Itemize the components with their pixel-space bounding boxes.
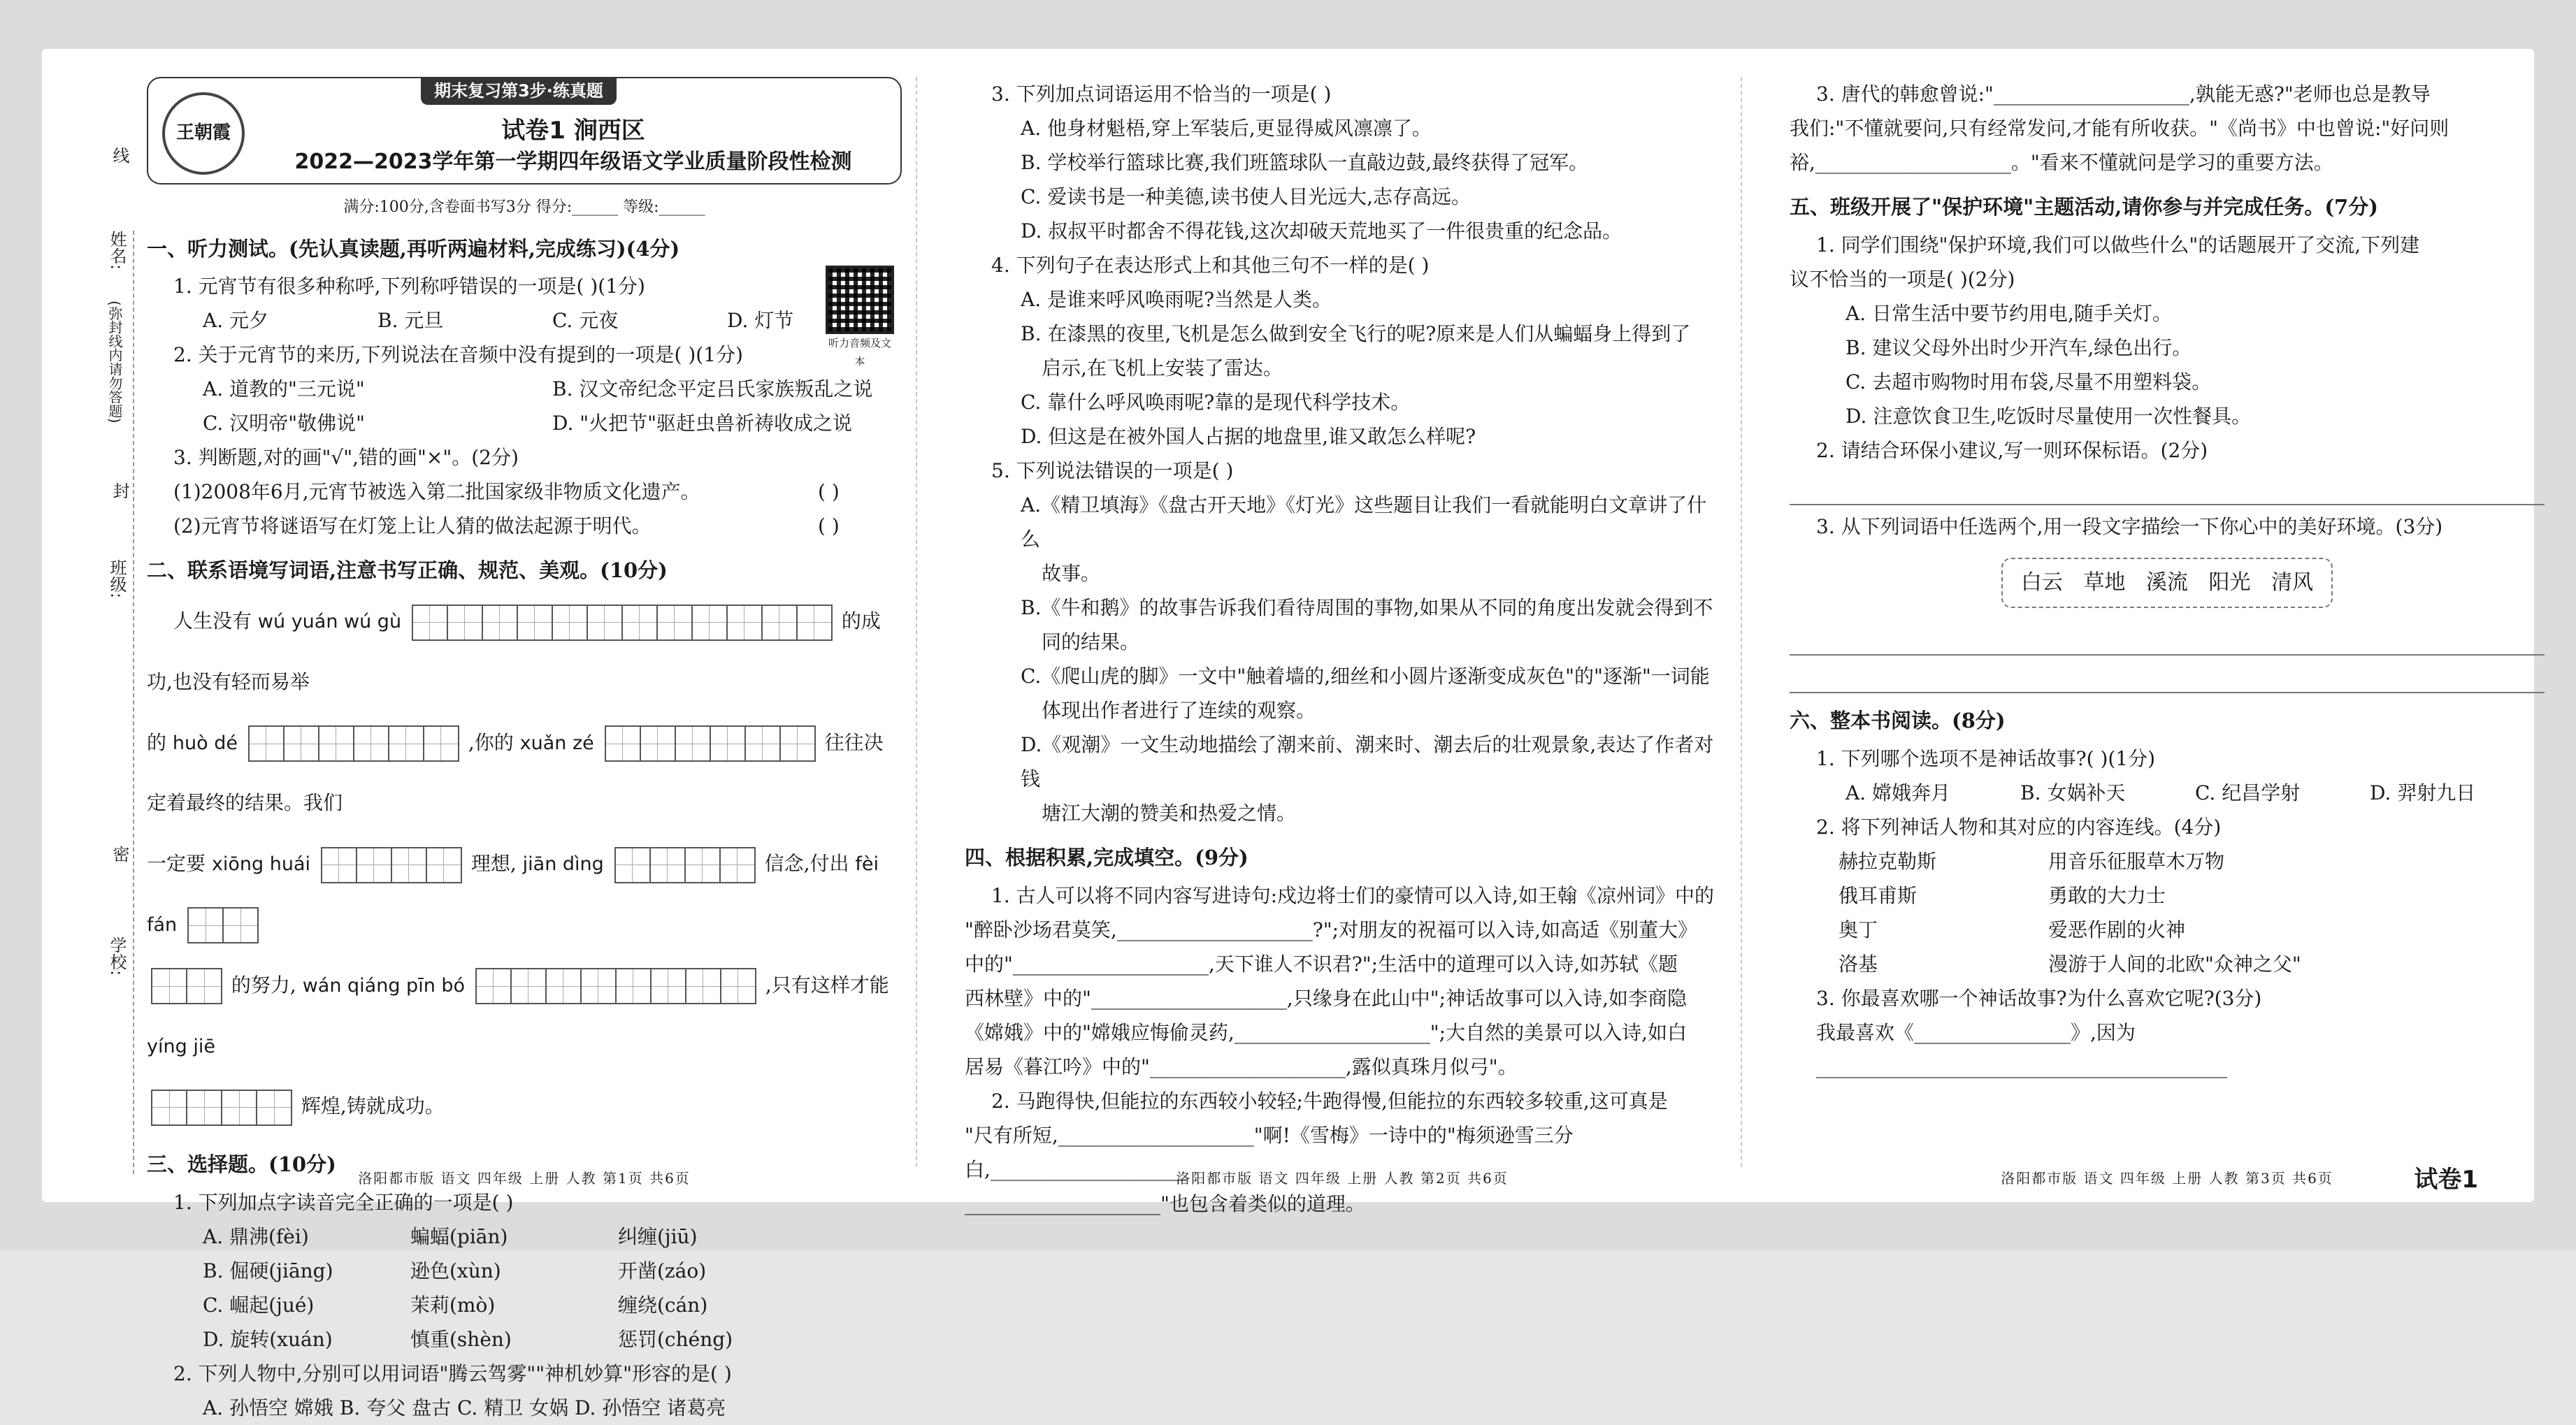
- exam-subtitle: 2022—2023学年第一学期四年级语文学业质量阶段性检测: [294, 150, 852, 174]
- s5-q1-cont: 议不恰当的一项是( )(2分): [1790, 267, 2015, 291]
- option[interactable]: A. 道教的"三元说": [203, 377, 365, 401]
- writing-grid[interactable]: [187, 907, 257, 943]
- option[interactable]: B. 倔硬(jiāng): [203, 1259, 333, 1282]
- text: 一定要: [147, 852, 206, 876]
- pinyin: xiōng huái: [211, 853, 311, 876]
- word-fill-paragraph: [147, 591, 902, 1137]
- option[interactable]: A.《精卫填海》《盘古开天地》《灯光》这些题目让我们一看就能明白文章讲了什么: [1021, 493, 1707, 551]
- option[interactable]: D. 羿射九日: [2370, 781, 2476, 804]
- column-3: [1790, 77, 2545, 1084]
- seal-mark-2: 封: [110, 482, 129, 499]
- s3-q5: 5. 下列说法错误的一项是( ): [991, 459, 1234, 482]
- section-1-title: 一、听力测试。(先认真读题,再听两遍材料,完成练习)(4分): [147, 236, 680, 261]
- pinyin: wán qiáng pīn bó: [302, 974, 466, 997]
- fill-line[interactable]: 中的"____________________,天下谁人不识君?";生活中的道理可以入诗,如苏轼《题: [965, 952, 1678, 976]
- brand-logo: 王朝霞: [162, 92, 245, 175]
- text: 的努力,: [231, 973, 296, 997]
- s6-q1-options: [1845, 776, 2545, 810]
- exam-title: 试卷1 涧西区: [501, 117, 645, 145]
- option-word: 惩罚(chéng): [618, 1327, 733, 1351]
- text: 人生没有: [173, 609, 252, 632]
- text: ,只有这样才能: [765, 973, 889, 997]
- option-word: 纠缠(jiū): [618, 1224, 698, 1248]
- pinyin: fèi fán: [147, 853, 879, 936]
- match-left[interactable]: 奥丁: [1839, 918, 1878, 941]
- match-right[interactable]: 用音乐征服草木万物: [2048, 850, 2225, 873]
- option[interactable]: C. 元夜: [552, 309, 619, 333]
- option[interactable]: A. 元夕: [203, 309, 269, 333]
- s3-q2-options[interactable]: A. 孙悟空 嫦娥 B. 夸父 盘古 C. 精卫 女娲 D. 孙悟空 诸葛亮: [203, 1396, 726, 1419]
- s3-q2: 2. 下列人物中,分别可以用词语"腾云驾雾""神机妙算"形容的是( ): [173, 1361, 732, 1385]
- s6-q2: 2. 将下列神话人物和其对应的内容连线。(4分): [1816, 816, 2222, 839]
- page-footer-2: 洛阳都市版 语文 四年级 上册 人教 第2页 共6页: [1176, 1170, 1509, 1187]
- answer-paren[interactable]: ( ): [818, 514, 840, 538]
- text: 信念,付出: [764, 852, 849, 876]
- match-right[interactable]: 漫游于人间的北欧"众神之父": [2048, 953, 2301, 976]
- section-6-title: 六、整本书阅读。(8分): [1790, 709, 2006, 733]
- exam-banner: [147, 77, 902, 185]
- class-label: 班级:: [107, 559, 127, 599]
- option-word: 慎重(shèn): [410, 1327, 512, 1351]
- option[interactable]: D. 旋转(xuán): [203, 1327, 333, 1351]
- pinyin: xuǎn zé: [519, 732, 594, 754]
- column-divider: [1741, 77, 1742, 1167]
- fill-line[interactable]: 裕,____________________。"看来不懂就问是学习的重要方法。: [1790, 151, 2333, 174]
- s5-q2: 2. 请结合环保小建议,写一则环保标语。(2分): [1816, 438, 2208, 462]
- s6-q3-answer[interactable]: 我最喜欢《________________》,因为__________________________________________: [1816, 1021, 2227, 1078]
- option-row: [203, 1288, 832, 1322]
- pinyin: huò dé: [172, 732, 238, 754]
- option[interactable]: D. 灯节: [727, 309, 794, 333]
- s1-q1: 1. 元宵节有很多种称呼,下列称呼错误的一项是( )(1分): [173, 275, 645, 298]
- option-cont: 启示,在飞机上安装了雷达。: [1042, 356, 1283, 379]
- match-left[interactable]: 俄耳甫斯: [1839, 884, 1917, 907]
- text: 辉煌,铸就成功。: [301, 1094, 445, 1118]
- option-word: 茉莉(mò): [410, 1293, 496, 1317]
- text: 理想,: [470, 852, 517, 876]
- match-right[interactable]: 勇敢的大力士: [2048, 884, 2166, 907]
- fill-line[interactable]: 《嫦娥》中的"嫦娥应悔偷灵药,____________________";大自然的美景可以入诗,如白: [965, 1020, 1687, 1044]
- fill-line[interactable]: 3. 唐代的韩愈曾说:"____________________,孰能无惑?"老师也总是教导: [1816, 82, 2431, 106]
- option[interactable]: B. 汉文帝纪念平定吕氏家族叛乱之说: [552, 377, 873, 401]
- text: 的: [147, 730, 167, 754]
- option[interactable]: A. 嫦娥奔月: [1845, 781, 1951, 804]
- option[interactable]: A. 是谁来呼风唤雨呢?当然是人类。: [1021, 288, 1332, 311]
- match-pair[interactable]: [1839, 947, 2545, 981]
- seal-mark-3: 密: [110, 846, 129, 862]
- match-pair[interactable]: [1839, 844, 2545, 878]
- writing-grid[interactable]: [151, 1090, 291, 1126]
- s6-q3: 3. 你最喜欢哪一个神话故事?为什么喜欢它呢?(3分): [1816, 987, 2262, 1010]
- text: 的成功,也没有轻而易举: [147, 609, 881, 693]
- page-footer-1: 洛阳都市版 语文 四年级 上册 人教 第1页 共6页: [358, 1170, 691, 1187]
- writing-grid[interactable]: [475, 968, 755, 1004]
- answer-line[interactable]: [1790, 660, 2545, 693]
- column-1: [147, 77, 902, 1425]
- option-cont: 故事。: [1042, 562, 1101, 585]
- s3-q3: 3. 下列加点词语运用不恰当的一项是( ): [991, 82, 1332, 106]
- option[interactable]: C. 崛起(jué): [203, 1293, 315, 1317]
- school-label: 学校:: [107, 936, 127, 976]
- pinyin: wú yuán wú gù: [257, 611, 402, 632]
- option[interactable]: B.《牛和鹅》的故事告诉我们看待周围的事物,如果从不同的角度出发就会得到不: [1021, 596, 1713, 619]
- option[interactable]: B. 学校举行篮球比赛,我们班篮球队一直敲边鼓,最终获得了冠军。: [1021, 151, 1589, 174]
- judge-item: [173, 509, 902, 543]
- option[interactable]: C. 汉明帝"敬佛说": [203, 412, 365, 435]
- judge-item: [173, 475, 902, 509]
- seal-note: (弥封线内请勿答题): [106, 301, 123, 424]
- match-left[interactable]: 赫拉克勒斯: [1839, 850, 1937, 873]
- option[interactable]: A. 日常生活中要节约用电,随手关灯。: [1845, 301, 2172, 325]
- match-right[interactable]: 爱恶作剧的火神: [2048, 918, 2186, 941]
- fill-line[interactable]: 2. 马跑得快,但能拉的东西较小较轻;牛跑得慢,但能拉的东西较多较重,这可真是: [991, 1089, 1668, 1113]
- seal-mark-1: 线: [110, 147, 129, 164]
- writing-grid[interactable]: [412, 605, 831, 641]
- pinyin: jiān dìng: [522, 853, 604, 876]
- paper-number: 试卷1: [2414, 1166, 2478, 1194]
- fill-line[interactable]: 1. 古人可以将不同内容写进诗句:戍边将士们的豪情可以入诗,如王翰《凉州词》中的: [991, 883, 1714, 907]
- s1-q2-options: [203, 372, 902, 406]
- writing-grid[interactable]: [151, 968, 221, 1004]
- option-cont: 同的结果。: [1042, 630, 1140, 653]
- option[interactable]: B. 女娲补天: [2020, 781, 2126, 804]
- option[interactable]: D. 但这是在被外国人占据的地盘里,谁又敢怎么样呢?: [1021, 425, 1476, 448]
- fill-line[interactable]: "尺有所短,____________________"啊!《雪梅》一诗中的"梅须逊雪三分白,____________________: [965, 1123, 1574, 1181]
- qr-caption: 听力音频及文本: [828, 337, 891, 368]
- judge-text: (1)2008年6月,元宵节被选入第二批国家级非物质文化遗产。: [173, 480, 700, 504]
- option-word: 蝙蝠(piān): [410, 1224, 508, 1248]
- fill-line[interactable]: "醉卧沙场君莫笑,____________________?";对朋友的祝福可以入诗,如高适《别董大》: [965, 918, 1698, 941]
- text: 往往决定着最终的结果。我们: [147, 730, 884, 815]
- banner-tag: 期末复习第3步·练真题: [421, 77, 617, 105]
- option-row: [203, 1220, 832, 1254]
- binding-margin: [105, 147, 134, 1174]
- option[interactable]: C. 去超市购物时用布袋,尽量不用塑料袋。: [1845, 370, 2212, 393]
- word-choice-box: 白云 草地 溪流 阳光 清风: [2001, 558, 2333, 609]
- option[interactable]: D. "火把节"驱赶虫兽祈祷收成之说: [552, 412, 853, 435]
- option-cont: 塘江大潮的赞美和热爱之情。: [1042, 802, 1297, 825]
- section-5-title: 五、班级开展了"保护环境"主题活动,请你参与并完成任务。(7分): [1790, 195, 2378, 219]
- option-cont: 体现出作者进行了连续的观察。: [1042, 699, 1316, 722]
- option[interactable]: B. 在漆黑的夜里,飞机是怎么做到安全飞行的呢?原来是人们从蝙蝠身上得到了: [1021, 322, 1691, 345]
- writing-grid[interactable]: [605, 725, 814, 762]
- s1-q1-options: [203, 303, 902, 338]
- option[interactable]: A. 鼎沸(fèi): [203, 1224, 309, 1248]
- s1-q2: 2. 关于元宵节的来历,下列说法在音频中没有提到的一项是( )(1分): [173, 343, 743, 367]
- s6-q1: 1. 下列哪个选项不是神话故事?( )(1分): [1816, 747, 2156, 770]
- option-word: 缠绕(cán): [618, 1293, 708, 1317]
- option[interactable]: C. 爱读书是一种美德,读书使人目光远大,志存高远。: [1021, 185, 1472, 208]
- page-footer-3: 洛阳都市版 语文 四年级 上册 人教 第3页 共6页: [2001, 1170, 2333, 1187]
- pinyin: yíng jiē: [147, 1035, 215, 1057]
- option[interactable]: D. 叔叔平时都舍不得花钱,这次却破天荒地买了一件很贵重的纪念品。: [1021, 219, 1622, 243]
- option[interactable]: C. 纪昌学射: [2195, 781, 2301, 804]
- answer-line[interactable]: [1790, 472, 2545, 505]
- section-3-title: 三、选择题。(10分): [147, 1152, 336, 1177]
- name-label: 姓名:: [107, 231, 127, 270]
- option[interactable]: C.《爬山虎的脚》一文中"触着墙的,细丝和小圆片逐渐变成灰色"的"逐渐"一词能: [1021, 665, 1710, 688]
- match-left[interactable]: 洛基: [1839, 953, 1878, 976]
- writing-grid[interactable]: [321, 847, 461, 883]
- option[interactable]: D. 注意饮食卫生,吃饭时尽量使用一次性餐具。: [1845, 404, 2252, 428]
- s1-q3: 3. 判断题,对的画"√",错的画"×"。(2分): [173, 446, 519, 470]
- s3-q4: 4. 下列句子在表达形式上和其他三句不一样的是( ): [991, 254, 1430, 277]
- qr-icon: [826, 266, 894, 334]
- column-divider: [916, 77, 917, 1167]
- fill-line[interactable]: 西林壁》中的"____________________,只缘身在此山中";神话故事可以入诗,如李商隐: [965, 986, 1687, 1010]
- match-pair[interactable]: [1839, 913, 2545, 947]
- option[interactable]: B. 元旦: [377, 309, 444, 333]
- writing-grid[interactable]: [248, 725, 458, 762]
- exam-paper: [42, 49, 2534, 1419]
- section-2-title: 二、联系语境写词语,注意书写正确、规范、美观。(10分): [147, 558, 668, 583]
- section-4-title: 四、根据积累,完成填空。(9分): [965, 846, 1249, 869]
- fill-line: 我们:"不懂就要问,只有经常发问,才能有所收获。"《尚书》中也曾说:"好问则: [1790, 117, 2449, 140]
- answer-paren[interactable]: ( ): [818, 480, 840, 504]
- qr-code[interactable]: [825, 266, 895, 371]
- column-2: [965, 77, 1720, 1221]
- option[interactable]: C. 靠什么呼风唤雨呢?靠的是现代科学技术。: [1021, 391, 1411, 414]
- s1-q2-options: [203, 406, 902, 440]
- writing-grid[interactable]: [614, 847, 754, 883]
- s5-q1: 1. 同学们围绕"保护环境,我们可以做些什么"的话题展开了交流,下列建: [1816, 233, 2420, 256]
- option-row: [203, 1254, 832, 1288]
- fill-line[interactable]: ____________________"也包含着类似的道理。: [965, 1192, 1365, 1215]
- answer-line[interactable]: [1790, 622, 2545, 656]
- option[interactable]: B. 建议父母外出时少开汽车,绿色出行。: [1845, 335, 2192, 359]
- fill-line[interactable]: 居易《暮江吟》中的"____________________,露似真珠月似弓"。: [965, 1055, 1518, 1078]
- judge-text: (2)元宵节将谜语写在灯笼上让人猜的做法起源于明代。: [173, 514, 652, 538]
- s5-q3: 3. 从下列词语中任选两个,用一段文字描绘一下你心中的美好环境。(3分): [1816, 514, 2443, 538]
- option[interactable]: D.《观潮》一文生动地描绘了潮来前、潮来时、潮去后的壮观景象,表达了作者对钱: [1021, 733, 1714, 790]
- option-word: 开凿(záo): [618, 1259, 707, 1282]
- option-word: 逊色(xùn): [410, 1259, 501, 1282]
- text: ,你的: [468, 730, 514, 754]
- s3-q1: 1. 下列加点字读音完全正确的一项是( ): [173, 1190, 514, 1214]
- match-pair[interactable]: [1839, 878, 2545, 913]
- option[interactable]: A. 他身材魁梧,穿上军装后,更显得威风凛凛了。: [1021, 117, 1432, 140]
- score-line: 满分:100分,含卷面书写3分 得分:______ 等级:______: [343, 198, 705, 216]
- option-row: [203, 1322, 832, 1357]
